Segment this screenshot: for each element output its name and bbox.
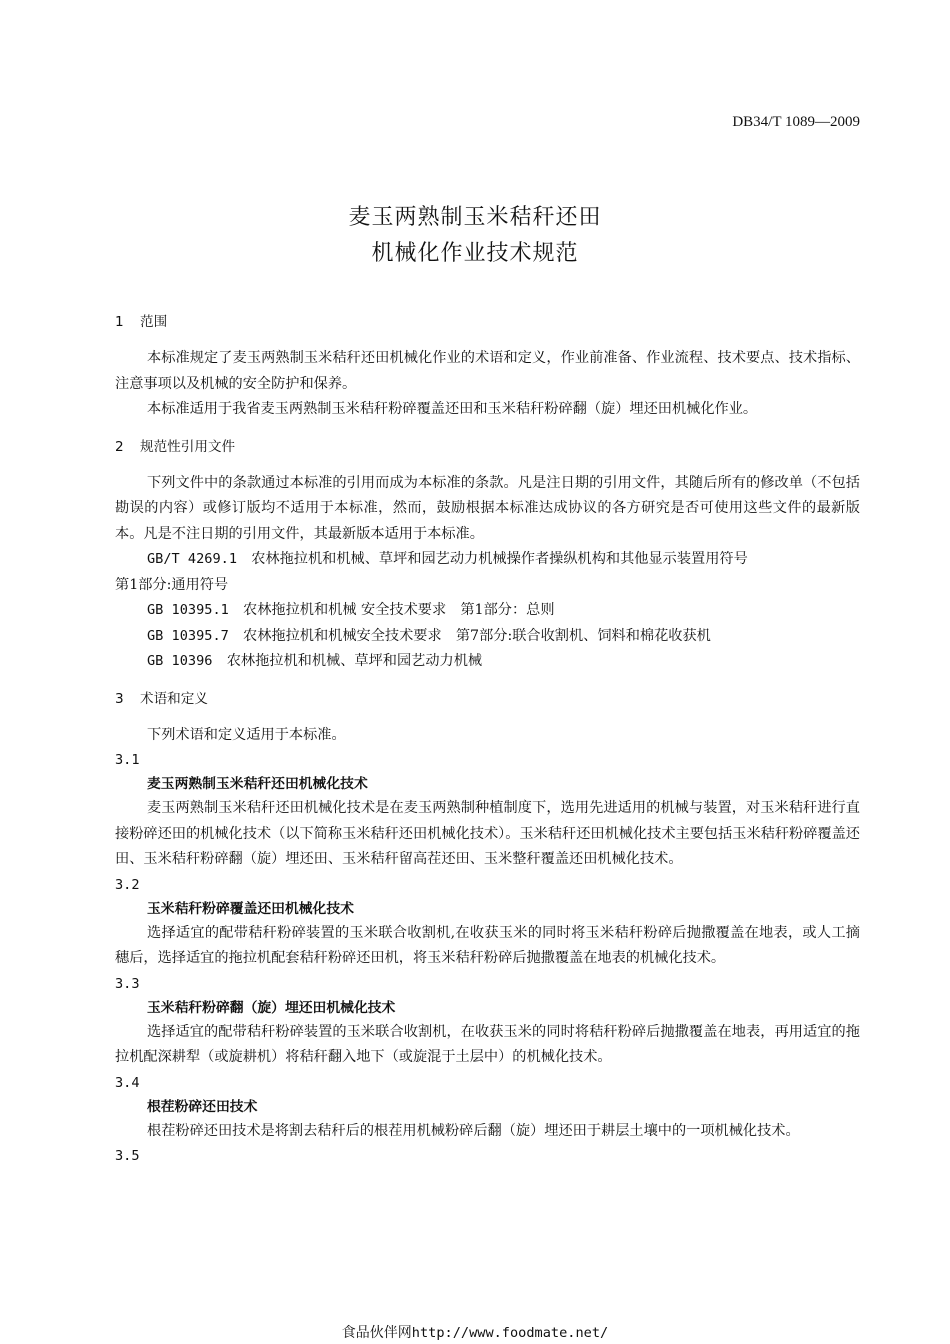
section-heading-scope xyxy=(115,312,860,332)
reference-title: 农林拖拉机和机械、草坪和园艺动力机械 xyxy=(226,653,483,669)
reference-title: 农林拖拉机和机械、草坪和园艺动力机械操作者操纵机构和其他显示装置用符号 xyxy=(251,551,748,567)
page-footer xyxy=(0,1322,950,1342)
document-body xyxy=(115,312,860,1168)
term-definition: 麦玉两熟制玉米秸秆还田机械化技术是在麦玉两熟制种植制度下，选用先进适用的机械与装置，对玉米秸秆进行直接粉碎还田的机械化技术（以下简称玉米秸秆还田机械化技术）。玉米秸秆还田机械化技术主要包括玉米秸秆粉碎覆盖还田、玉米秸秆粉碎翻（旋）埋还田、玉米秸秆留高茬还田、玉米整秆覆盖还田机械化技术。 xyxy=(115,800,860,867)
standard-code: DB34/T 1089—2009 xyxy=(732,114,860,130)
term-definition: 选择适宜的配带秸秆粉碎装置的玉米联合收割机，在收获玉米的同时将秸秆粉碎后抛撒覆盖在地表，再用适宜的拖拉机配深耕犁（或旋耕机）将秸秆翻入地下（或旋混于土层中）的机械化技术。 xyxy=(115,1023,860,1065)
section-title: 规范性引用文件 xyxy=(140,438,236,455)
section-heading-normative-references xyxy=(115,437,860,457)
term-name: 根茬粉碎还田技术 xyxy=(147,1098,258,1115)
footer-label: 食品伙伴网 xyxy=(341,1325,412,1341)
section-number: 3 xyxy=(115,690,124,707)
term-number: 3.5 xyxy=(115,1148,140,1164)
reference-title: 农林拖拉机和机械安全技术要求 第7部分:联合收割机、饲料和棉花收获机 xyxy=(243,627,711,644)
paragraph: 本标准适用于我省麦玉两熟制玉米秸秆粉碎覆盖还田和玉米秸秆粉碎翻（旋）埋还田机械化作业。 xyxy=(147,401,758,417)
term-number: 3.3 xyxy=(115,975,140,992)
term-definition: 根茬粉碎还田技术是将割去秸秆后的根茬用机械粉碎后翻（旋）埋还田于耕层土壤中的一项机械化技术。 xyxy=(147,1122,800,1139)
term-name: 玉米秸秆粉碎翻（旋）埋还田机械化技术 xyxy=(147,999,396,1016)
term-number: 3.4 xyxy=(115,1074,140,1091)
reference-title: 农林拖拉机和机械 安全技术要求 第1部分：总则 xyxy=(243,602,555,618)
section-heading-terms xyxy=(115,689,860,709)
footer-link[interactable]: http://www.foodmate.net/ xyxy=(411,1325,609,1341)
section-number: 1 xyxy=(115,314,124,330)
document-title-line1: 麦玉两熟制玉米秸秆还田 xyxy=(348,205,602,230)
term-name: 麦玉两熟制玉米秸秆还田机械化技术 xyxy=(147,776,368,792)
reference-code: GB 10396 xyxy=(147,653,213,669)
reference-item xyxy=(115,547,860,573)
reference-code: GB 10395.1 xyxy=(147,602,229,618)
section-title: 术语和定义 xyxy=(140,690,208,707)
reference-code: GB 10395.7 xyxy=(147,627,229,644)
reference-continuation: 第1部分:通用符号 xyxy=(115,576,229,593)
document-title-line2: 机械化作业技术规范 xyxy=(371,241,579,266)
term-number: 3.1 xyxy=(115,752,140,768)
reference-item xyxy=(115,624,860,650)
term-number: 3.2 xyxy=(115,876,140,893)
reference-item xyxy=(115,649,860,675)
paragraph: 下列文件中的条款通过本标准的引用而成为本标准的条款。凡是注日期的引用文件，其随后所有的修改单（不包括勘误的内容）或修订版均不适用于本标准，然而，鼓励根据本标准达成协议的各方研究是否可使用这些文件的最新版本。凡是不注日期的引用文件，其最新版本适用于本标准。 xyxy=(115,474,860,542)
term-name: 玉米秸秆粉碎覆盖还田机械化技术 xyxy=(147,900,354,917)
section-number: 2 xyxy=(115,438,124,455)
reference-code: GB/T 4269.1 xyxy=(147,551,238,567)
term-definition: 选择适宜的配带秸秆粉碎装置的玉米联合收割机,在收获玉米的同时将玉米秸秆粉碎后抛撒覆盖在地表，或人工摘穗后，选择适宜的拖拉机配套秸秆粉碎还田机，将玉米秸秆粉碎后抛撒覆盖在地表的机械化技术。 xyxy=(115,924,860,966)
section-title: 范围 xyxy=(140,314,168,330)
paragraph: 下列术语和定义适用于本标准。 xyxy=(147,726,346,743)
paragraph: 本标准规定了麦玉两熟制玉米秸秆还田机械化作业的术语和定义，作业前准备、作业流程、技术要点、技术指标、注意事项以及机械的安全防护和保养。 xyxy=(115,350,860,392)
reference-item xyxy=(115,598,860,624)
